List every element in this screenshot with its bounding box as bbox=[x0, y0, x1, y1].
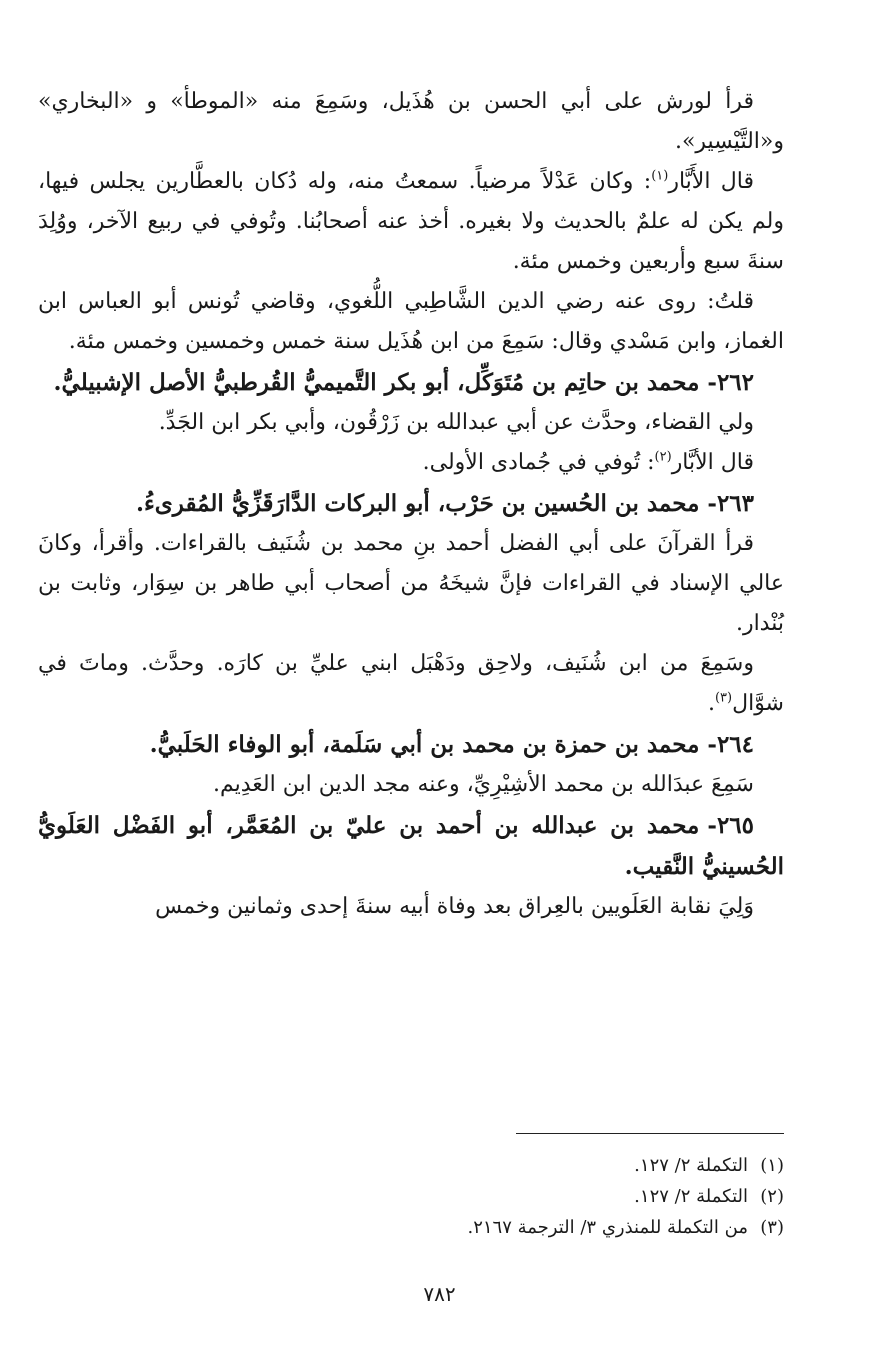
paragraph-text: . bbox=[707, 691, 715, 716]
footnote-divider bbox=[516, 1133, 784, 1134]
paragraph-text: وسَمِعَ من ابن شُنَيف، ولاحِق ودَهْبَل ابني عليِّ بن كارَه. وحدَّث. وماتَ في شوَّال bbox=[38, 651, 784, 716]
footnote-number: (٣) bbox=[760, 1217, 784, 1238]
footnote-text: التكملة ٢/ ١٢٧. bbox=[634, 1155, 748, 1176]
entry-number: ٢٦٣- bbox=[707, 490, 754, 517]
entry-heading bbox=[38, 483, 784, 524]
paragraph: ولي القضاء، وحدَّث عن أبي عبدالله بن زَرْقُون، وأبي بكر ابن الجَدِّ. bbox=[158, 410, 754, 435]
footnotes bbox=[467, 1150, 784, 1243]
entry-heading bbox=[38, 362, 784, 403]
entry-number: ٢٦٥- bbox=[707, 812, 754, 839]
entry-heading bbox=[38, 724, 784, 765]
paragraph: سَمِعَ عبدَالله بن محمد الأشِيْرِيِّ، وعنه مجد الدين ابن العَدِيم. bbox=[213, 772, 754, 797]
paragraph bbox=[38, 162, 784, 282]
paragraph bbox=[38, 644, 784, 724]
footnote-number: (٢) bbox=[760, 1186, 784, 1207]
entry-title: محمد بن الحُسين بن حَرْب، أبو البركات الدَّارَقَزِّيُّ المُقرىءُ. bbox=[135, 490, 700, 517]
entry-title: محمد بن حاتِم بن مُتَوَكِّل، أبو بكر التَّميميُّ القُرطبيُّ الأصل الإشبيليُّ. bbox=[53, 369, 700, 396]
entry-number: ٢٦٢- bbox=[707, 369, 754, 396]
footnote-ref: (١) bbox=[651, 168, 669, 184]
footnote-text: التكملة ٢/ ١٢٧. bbox=[634, 1186, 748, 1207]
footnote-ref: (٢) bbox=[654, 449, 672, 465]
paragraph-text: : وكان عَدْلاً مرضياً. سمعتُ منه، وله دُكان بالعطَّارين يجلس فيها، ولم يكن له علمٌ بالحديث ولا بغيره. أخذ عنه أصحابُنا. وتُوفي في ربيع الآخر، ووُلِدَ سنةَ سبع وأربعين وخمس مئة. bbox=[38, 169, 784, 274]
page-number: ٧٨٢ bbox=[423, 1282, 456, 1306]
paragraph bbox=[38, 443, 784, 483]
entry-title: محمد بن عبدالله بن أحمد بن عليّ بن المُعَمَّر، أبو الفَضْل العَلَويُّ الحُسينيُّ النَّقيب. bbox=[38, 812, 784, 880]
footnote-number: (١) bbox=[760, 1155, 784, 1176]
entry-number: ٢٦٤- bbox=[707, 731, 754, 758]
entry-title: محمد بن حمزة بن محمد بن أبي سَلَمة، أبو الوفاء الحَلَبيُّ. bbox=[149, 731, 700, 758]
footnote-text: من التكملة للمنذري ٣/ الترجمة ٢١٦٧. bbox=[467, 1217, 748, 1238]
footnote-ref: (٣) bbox=[714, 690, 733, 706]
paragraph-text: قال الأبَّار bbox=[671, 450, 754, 475]
paragraph: وَلِيَ نقابة العَلَويين بالعِراق بعد وفاة أبيه سنةَ إحدى وثمانين وخمس bbox=[155, 894, 754, 919]
page-body bbox=[38, 82, 784, 927]
paragraph-text: قال الأَبَّار bbox=[668, 169, 754, 194]
footnote bbox=[467, 1181, 784, 1212]
paragraph: قرأ القرآنَ على أبي الفضل أحمد بنِ محمد بن شُنَيف بالقراءات. وأقرأ، وكانَ عالي الإسناد في القراءات فإنَّ شيخَهُ من أصحاب أبي طاهر بن سِوَار، وثابت بن بُنْدار. bbox=[38, 531, 784, 636]
footnote bbox=[467, 1212, 784, 1243]
paragraph: قرأ لورش على أبي الحسن بن هُذَيل، وسَمِعَ منه «الموطأ» و «البخاري» و«التَّيْسِير». bbox=[38, 89, 784, 154]
footnote bbox=[467, 1150, 784, 1181]
paragraph-text: : تُوفي في جُمادى الأولى. bbox=[422, 450, 655, 475]
entry-heading bbox=[38, 805, 784, 887]
paragraph: قلتُ: روى عنه رضي الدين الشَّاطِبي اللُّغوي، وقاضي تُونس أبو العباس ابن الغماز، وابن مَسْدي وقال: سَمِعَ من ابن هُذَيل سنة خمس وخمسين وخمس مئة. bbox=[38, 289, 784, 354]
